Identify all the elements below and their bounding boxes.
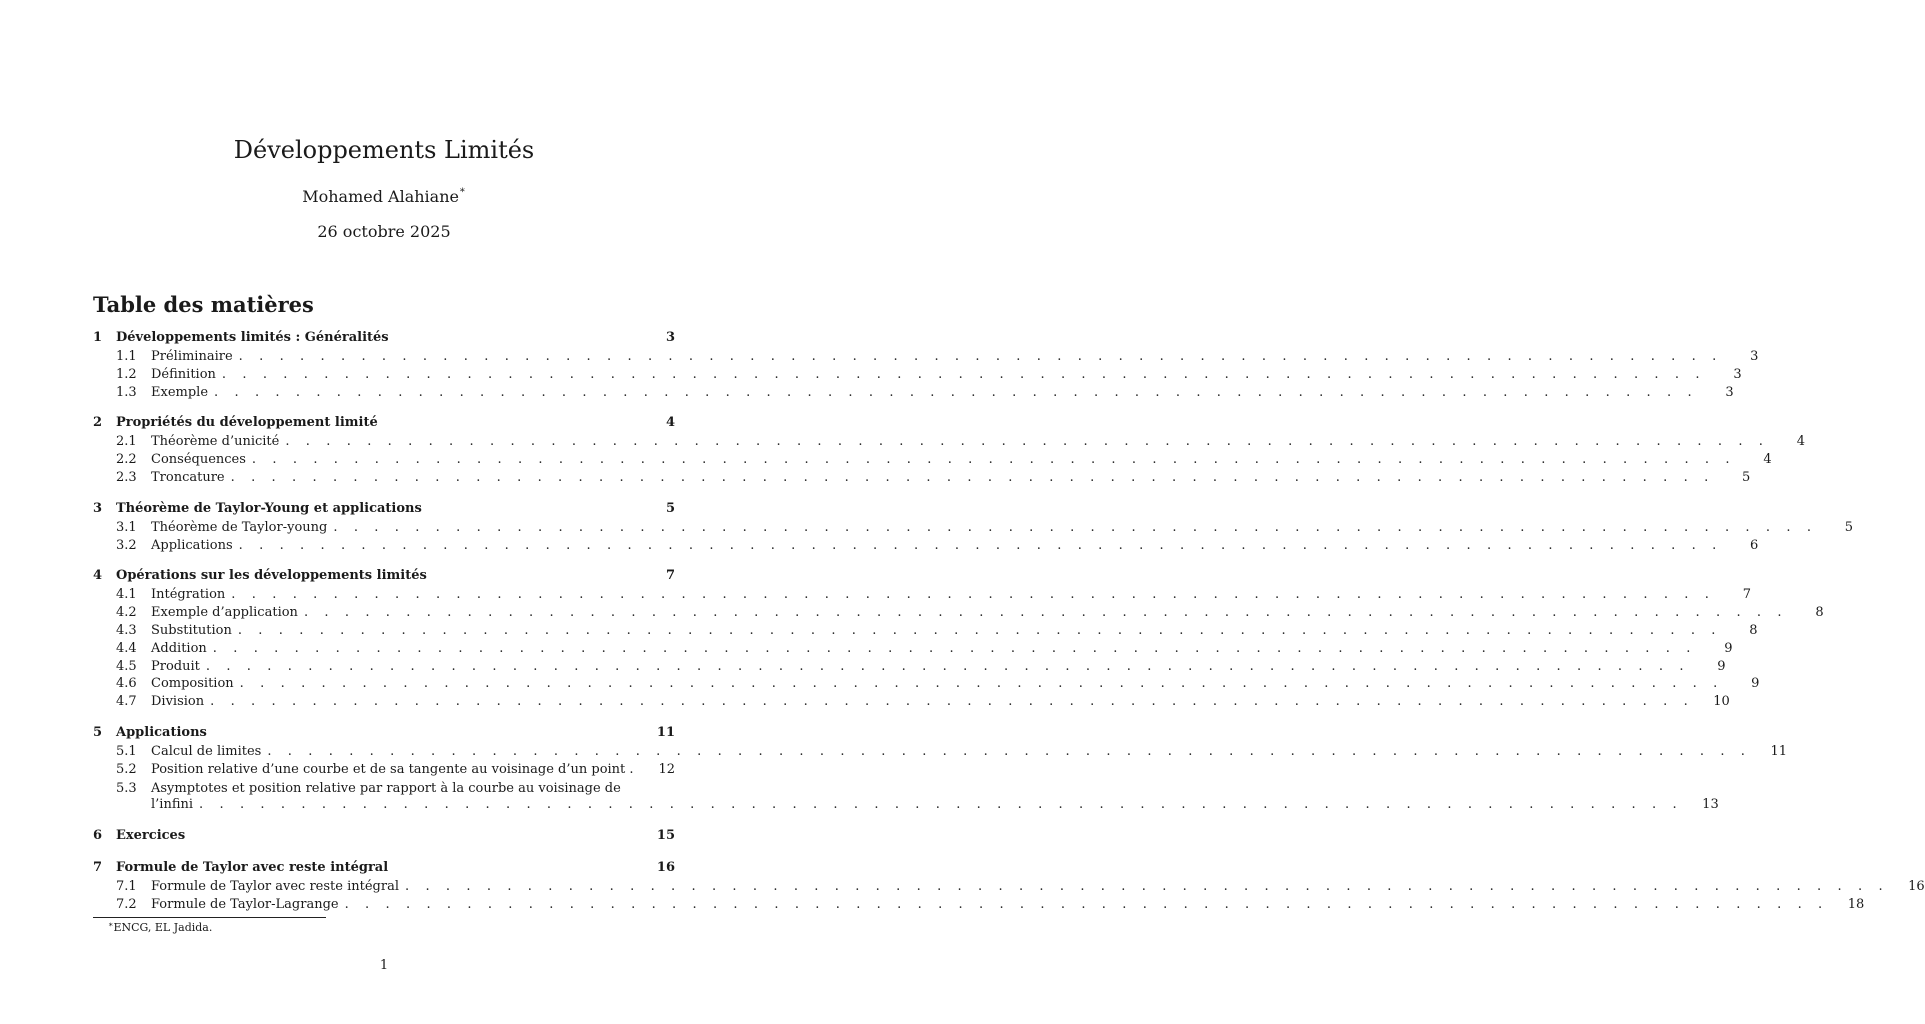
toc-subsection-number: 3.2 [116, 537, 137, 553]
toc-section-page: 11 [656, 724, 675, 740]
toc-subsection-number: 3.1 [116, 519, 137, 535]
toc-subsection-page: 6 [1750, 537, 1759, 553]
toc-section-title: Propriétés du développement limité [116, 415, 378, 431]
toc-section [93, 828, 675, 847]
toc-subsection-number: 4.4 [116, 640, 137, 656]
footnote-rule [93, 917, 326, 918]
toc-subsection-entry[interactable] [93, 640, 1733, 659]
toc-subsection-number: 7.2 [116, 896, 137, 912]
toc-section-number: 5 [93, 724, 103, 740]
toc-subsection-entry[interactable] [93, 780, 1719, 816]
toc-section-title: Exercices [116, 828, 186, 844]
author-name: Mohamed Alahiane [302, 187, 459, 206]
toc-subsection-page: 10 [1713, 694, 1730, 710]
toc-dot-leader [261, 744, 1751, 759]
document-date: 26 octobre 2025 [317, 222, 451, 241]
toc-subsection-entry[interactable] [93, 879, 1925, 897]
toc-subsection-title: Formule de Taylor avec reste intégral [151, 879, 399, 895]
toc-subsection-page: 18 [1847, 896, 1865, 912]
toc-section [93, 330, 1759, 402]
toc-subsection-title: Théorème de Taylor-young [151, 519, 328, 535]
toc-subsection-page: 4 [1796, 434, 1806, 450]
toc-subsection-number: 4.2 [116, 605, 137, 621]
page-number: 1 [379, 958, 389, 973]
toc-section-number: 4 [93, 568, 103, 584]
toc-subsection-number: 1.2 [116, 366, 137, 382]
toc-subsection-page: 9 [1717, 658, 1726, 674]
toc-section-entry[interactable] [93, 501, 675, 520]
toc-section-number: 3 [93, 500, 103, 516]
toc-subsection-title: Substitution [151, 622, 232, 638]
toc-subsection-page: 12 [658, 761, 675, 777]
toc-dot-leader [298, 605, 1788, 620]
toc-dot-leader [327, 520, 1817, 535]
toc-subsection-page: 11 [1770, 743, 1788, 759]
toc-subsection-title: Calcul de limites [151, 743, 262, 759]
toc-dot-leader [193, 797, 1683, 812]
toc-section [93, 415, 1806, 487]
toc-subsection-page: 7 [1742, 587, 1751, 603]
author-footnote-mark: ∗ [458, 185, 466, 196]
toc-subsection-entry[interactable] [93, 762, 675, 780]
toc-subsection-entry[interactable] [93, 694, 1730, 712]
toc-section [93, 724, 1788, 815]
toc-subsection-entry[interactable] [93, 349, 1759, 367]
toc-subsection-number: 2.1 [116, 434, 137, 450]
toc-section-number: 1 [93, 330, 103, 345]
toc-section-entry[interactable] [93, 828, 675, 847]
toc-section-entry[interactable] [93, 568, 675, 587]
toc-section-title: Développements limités : Généralités [116, 330, 389, 345]
toc-subsection-title-continued [151, 797, 1719, 815]
toc-dot-leader [200, 659, 1690, 674]
toc-subsection-number: 4.1 [116, 587, 137, 603]
toc-section-page: 15 [656, 828, 675, 844]
toc-section [93, 568, 1824, 712]
toc-subsection-number: 4.7 [116, 694, 137, 710]
toc-subsection-page: 13 [1702, 797, 1719, 813]
toc-subsection-title: Division [151, 694, 205, 710]
toc-subsection-number: 5.1 [116, 743, 137, 759]
toc-subsection-entry[interactable] [93, 384, 1734, 403]
toc-subsection-title: Intégration [151, 587, 226, 603]
toc-subsection-title-line2: l’infini [151, 797, 194, 813]
toc-section-page: 3 [665, 330, 675, 345]
toc-subsection-title: Produit [151, 658, 200, 674]
toc-dot-leader [246, 452, 1736, 467]
toc-section-number: 7 [93, 860, 103, 876]
toc-section-page: 4 [665, 415, 675, 431]
toc-section-page: 5 [665, 500, 675, 516]
toc-subsection-title: Asymptotes et position relative par rapport à la courbe au voisinage de [151, 780, 621, 796]
toc-subsection-number: 7.1 [116, 879, 137, 895]
toc-subsection-title: Préliminaire [151, 349, 233, 364]
toc-heading: Table des matières [93, 292, 314, 317]
toc-subsection-page: 9 [1751, 676, 1760, 692]
toc-subsection-title: Exemple [151, 384, 209, 400]
toc-subsection-page: 8 [1815, 605, 1824, 621]
toc-dot-leader [399, 879, 1889, 894]
toc-subsection-title: Théorème d’unicité [151, 434, 280, 450]
toc-subsection-number: 1.1 [116, 349, 137, 364]
toc-subsection-title: Addition [151, 640, 207, 656]
toc-dot-leader [279, 434, 1769, 449]
toc-subsection-entry[interactable] [93, 366, 1742, 385]
toc-subsection-entry[interactable] [93, 743, 1788, 762]
toc-dot-leader [208, 385, 1698, 400]
toc-section [93, 500, 1854, 556]
footnote-text: ENCG, EL Jadida. [113, 921, 213, 934]
toc-subsection-entry[interactable] [93, 537, 1759, 556]
toc-section-title: Formule de Taylor avec reste intégral [116, 860, 389, 876]
toc-section-page: 7 [665, 568, 675, 584]
toc-subsection-title: Formule de Taylor-Lagrange [151, 896, 339, 912]
toc-subsection-number: 5.3 [116, 780, 137, 796]
toc-subsection-entry[interactable] [93, 469, 1751, 488]
toc-subsection-entry[interactable] [93, 519, 1854, 538]
toc-dot-leader [339, 897, 1829, 912]
toc-dot-leader [225, 470, 1715, 485]
toc-subsection-title: Composition [151, 676, 234, 692]
toc-subsection-entry[interactable] [93, 622, 1758, 641]
toc-subsection-title: Définition [151, 366, 216, 382]
toc-section-entry[interactable] [93, 860, 675, 879]
toc-subsection-page: 3 [1750, 349, 1759, 364]
author-line [0, 187, 768, 206]
toc-dot-leader [225, 587, 1715, 602]
toc-subsection-number: 2.3 [116, 469, 137, 485]
toc-dot-leader [216, 367, 1706, 382]
toc-section [93, 860, 1925, 915]
toc-subsection-title: Troncature [151, 469, 225, 485]
toc-subsection-number: 2.2 [116, 452, 137, 468]
toc-section-entry[interactable] [93, 415, 675, 434]
footnote-mark: ∗ [108, 920, 114, 929]
toc-subsection-title: Position relative d’une courbe et de sa tangente au voisinage d’un point . [151, 761, 634, 777]
document-title: Développements Limités [233, 136, 535, 164]
toc-subsection-title: Conséquences [151, 452, 246, 468]
toc-section-title: Théorème de Taylor-Young et applications [116, 500, 422, 516]
toc-section-entry[interactable] [93, 725, 675, 744]
toc-subsection-page: 16 [1908, 879, 1925, 895]
toc-subsection-page: 5 [1742, 469, 1751, 485]
toc-subsection-page: 3 [1733, 366, 1742, 382]
toc-section-entry[interactable] [93, 330, 675, 349]
toc-dot-leader [233, 538, 1723, 553]
toc-subsection-number: 4.5 [116, 658, 137, 674]
toc-subsection-number: 5.2 [116, 761, 137, 777]
toc-section-number: 2 [93, 415, 103, 431]
toc-dot-leader [234, 676, 1724, 691]
toc-dot-leader [207, 641, 1697, 656]
toc-subsection-page: 4 [1763, 452, 1772, 468]
toc-subsection-page: 3 [1725, 384, 1734, 400]
toc-section-title: Opérations sur les développements limités [116, 568, 427, 584]
toc-subsection-title: Applications [151, 537, 233, 553]
toc-subsection-body [151, 780, 1719, 816]
toc-subsection-entry[interactable] [93, 896, 1865, 915]
toc-subsection-number: 4.6 [116, 676, 137, 692]
toc-section-number: 6 [93, 828, 103, 844]
toc-subsection-number: 4.3 [116, 622, 137, 638]
toc-dot-leader [232, 623, 1722, 638]
toc-section-title: Applications [116, 724, 207, 740]
toc-subsection-entry[interactable] [93, 587, 1751, 605]
toc-subsection-entry[interactable] [93, 658, 1726, 677]
toc-subsection-page: 5 [1844, 519, 1854, 535]
toc-subsection-page: 9 [1724, 640, 1733, 656]
table-of-contents [93, 330, 1925, 928]
toc-subsection-entry[interactable] [93, 434, 1806, 452]
toc-subsection-number: 1.3 [116, 384, 137, 400]
toc-subsection-entry[interactable] [93, 605, 1824, 623]
toc-subsection-entry[interactable] [93, 676, 1760, 694]
toc-dot-leader [204, 694, 1694, 709]
footnote [108, 921, 212, 934]
toc-dot-leader [233, 349, 1723, 364]
toc-subsection-page: 8 [1749, 622, 1758, 638]
toc-subsection-entry[interactable] [93, 452, 1772, 470]
toc-section-page: 16 [656, 860, 675, 876]
toc-subsection-title: Exemple d’application [151, 605, 298, 621]
